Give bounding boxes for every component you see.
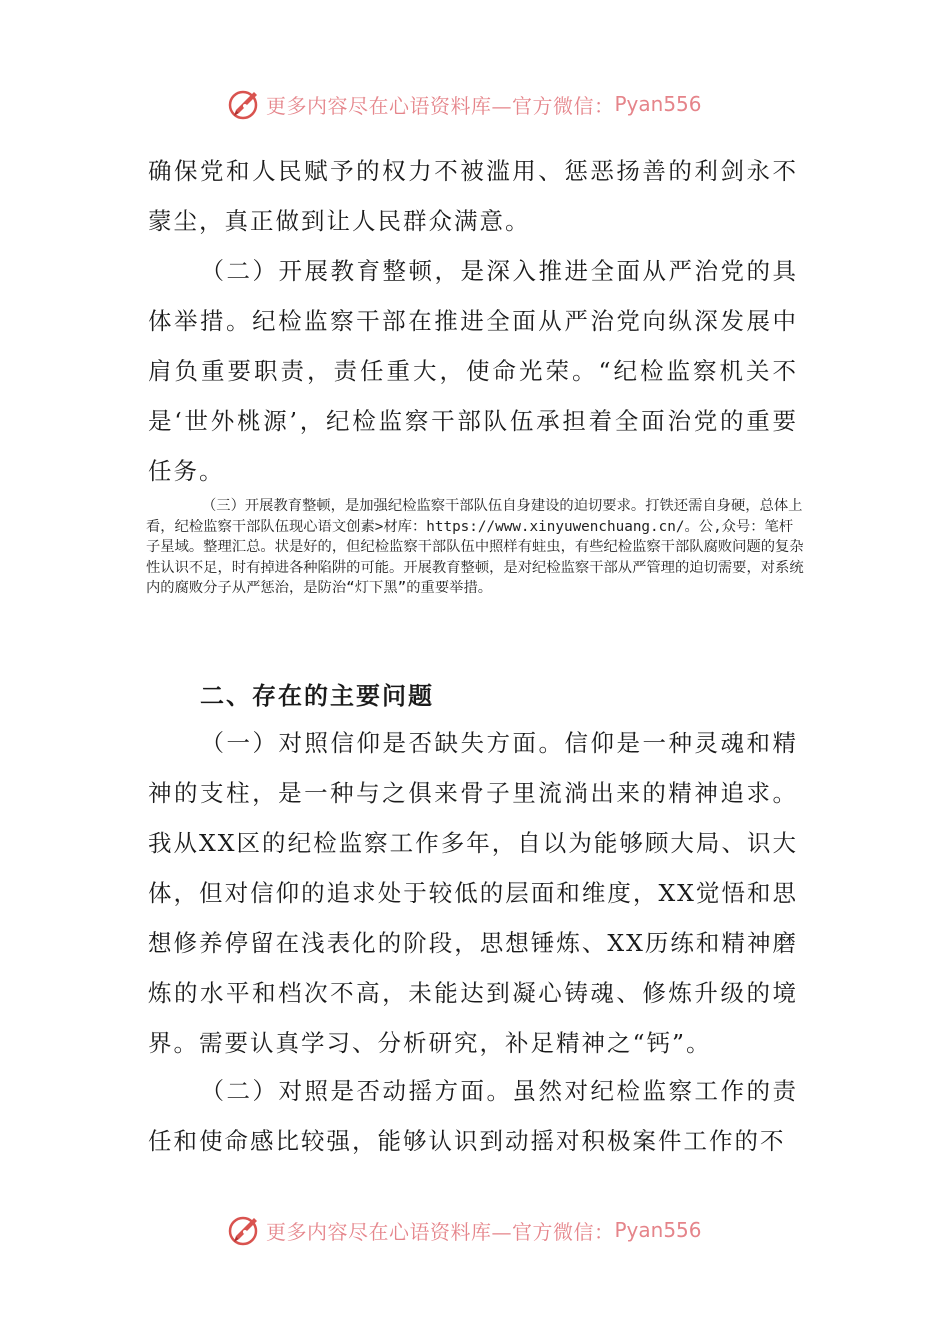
paragraph-text: （二）开展教育整顿，是深入推进全面从严治党的具体举措。纪检监察干部在推进全面从严治党向纵深发展中肩负重要职责，责任重大，使命光荣。“纪检监察机关不是‘世外桃源’，纪检监察干部队伍承担着全面治党的重要任务。 [148, 257, 798, 485]
paragraph-text: （一）对照信仰是否缺失方面。信仰是一种灵魂和精神的支柱，是一种与之俱来骨子里流淌出来的精神追求。我从XX区的纪检监察工作多年，自以为能够顾大局、识大体，但对信仰的追求处于较低的层面和维度，XX觉悟和思想修养停留在浅表化的阶段，思想锤炼、XX历练和精神磨炼的水平和档次不高，未能达到凝心铸魂、修炼升级的境界。需要认真学习、分析研究，补足精神之“钙”。 [148, 729, 798, 1057]
banner-wechat-id: Pyan556 [614, 1218, 702, 1242]
paragraph-section-2 [148, 246, 798, 496]
section-heading: 二、存在的主要问题 [200, 682, 434, 710]
header-banner [226, 84, 746, 124]
paragraph-text: 确保党和人民赋予的权力不被滥用、惩恶扬善的利剑永不蒙尘，真正做到让人民群众满意。 [148, 157, 798, 235]
paragraph-continuation [148, 146, 798, 246]
footer-banner [226, 1210, 746, 1250]
paragraph-faith [148, 718, 798, 1068]
pen-logo-icon [226, 1212, 262, 1248]
banner-wechat-id: Pyan556 [614, 92, 702, 116]
paragraph-wavering [148, 1066, 798, 1166]
paragraph-text: （二）对照是否动摇方面。虽然对纪检监察工作的责任和使命感比较强，能够认识到动摇对积极案件工作的不 [148, 1077, 798, 1155]
paragraph-text: （三）开展教育整顿，是加强纪检监察干部队伍自身建设的迫切要求。打铁还需自身硬，总体上看，纪检监察干部队伍现心语文创素>材库：https://www.xinyuwenchuang.cn/。公,众号：笔杆子星域。整理汇总。状是好的，但纪检监察干部队伍中照样有蛀虫，有些纪检监察干部队腐败问题的复杂性认识不足，时有掉进各种陷阱的可能。开展教育整顿，是对纪检监察干部从严管理的迫切需要，对系统内的腐败分子从严惩治，是防治“灯下黑”的重要举措。 [146, 498, 804, 596]
pen-logo-icon [226, 86, 262, 122]
banner-text: 更多内容尽在心语资料库—官方微信： [266, 93, 615, 118]
paragraph-section-3-small [146, 496, 806, 599]
banner-text: 更多内容尽在心语资料库—官方微信： [266, 1219, 615, 1244]
